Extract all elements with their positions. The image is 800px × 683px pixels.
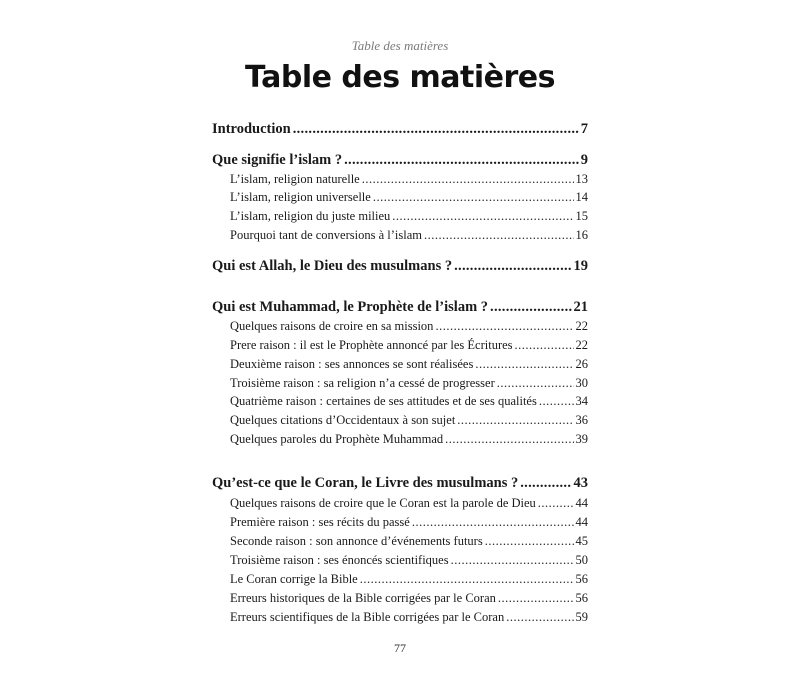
dot-leader [451, 553, 574, 568]
toc-entry-page: 14 [575, 190, 588, 204]
dot-leader [435, 319, 573, 334]
dot-leader [538, 496, 574, 511]
toc-entry-quatrieme-raison [230, 394, 588, 409]
dot-leader [392, 209, 573, 224]
toc-entry-label: Quelques raisons de croire en sa mission [230, 319, 434, 333]
toc-entry-label: Quelques raisons de croire que le Coran est la parole de Dieu [230, 496, 536, 510]
dot-leader [424, 228, 574, 243]
toc-entry-label: Quatrième raison : certaines de ses attitudes et de ses qualités [230, 394, 537, 408]
toc-entry-label: Troisième raison : sa religion n’a cessé de progresser [230, 376, 495, 390]
toc-entry-page: 36 [575, 413, 588, 427]
toc-entry-label: Deuxième raison : ses annonces se sont réalisées [230, 357, 474, 371]
dot-leader [293, 121, 579, 138]
toc-entry-erreurs-scientifiques [230, 610, 588, 625]
toc-entry-que-signifie-islam [212, 152, 588, 169]
toc-entry-religion-naturelle [230, 172, 588, 187]
toc-entry-label: Seconde raison : son annonce d’événements futurs [230, 534, 483, 548]
toc-entry-label: Qu’est-ce que le Coran, le Livre des musulmans ? [212, 475, 519, 491]
toc-entry-qui-est-allah [212, 258, 588, 275]
dot-leader [497, 376, 574, 391]
toc-entry-label: Qui est Muhammad, le Prophète de l’islam ? [212, 299, 489, 315]
toc-entry-page: 30 [575, 376, 588, 390]
toc-entry-label: Erreurs historiques de la Bible corrigées par le Coran [230, 591, 496, 605]
toc-entry-paroles-prophete [230, 432, 588, 447]
toc-entry-page: 34 [575, 394, 588, 408]
toc-entry-coran-corrige-bible [230, 572, 588, 587]
toc-entry-coran [212, 475, 588, 492]
dot-leader [454, 258, 571, 275]
toc-entry-page: 59 [575, 610, 588, 624]
toc-entry-page: 7 [580, 121, 588, 137]
dot-leader [475, 357, 573, 372]
toc-entry-juste-milieu [230, 209, 588, 224]
toc-entry-label: Le Coran corrige la Bible [230, 572, 358, 586]
dot-leader [412, 515, 574, 530]
toc-entry-page: 19 [573, 258, 588, 274]
toc-entry-recits-passe [230, 515, 588, 530]
toc-entry-page: 26 [575, 357, 588, 371]
dot-leader [520, 475, 571, 492]
dot-leader [445, 432, 573, 447]
dot-leader [490, 299, 571, 316]
running-head: Table des matières [351, 38, 449, 53]
toc-entry-label: Quelques paroles du Prophète Muhammad [230, 432, 444, 446]
toc-entry-page: 21 [573, 299, 588, 315]
toc-entry-religion-universelle [230, 190, 588, 205]
toc-entry-citations-occidentaux [230, 413, 588, 428]
toc-entry-page: 45 [575, 534, 588, 548]
toc-entry-deuxieme-raison [230, 357, 588, 372]
dot-leader [360, 572, 574, 587]
toc-entry-page: 13 [575, 172, 588, 186]
toc-entry-enonces-scientifiques [230, 553, 588, 568]
toc-entry-label: Quelques citations d’Occidentaux à son sujet [230, 413, 456, 427]
toc-entry-label: L’islam, religion du juste milieu [230, 209, 391, 223]
toc-entry-page: 50 [575, 553, 588, 567]
toc-entry-erreurs-historiques [230, 591, 588, 606]
dot-leader [373, 190, 574, 205]
toc-entry-label: L’islam, religion universelle [230, 190, 371, 204]
toc-entry-page: 16 [575, 228, 588, 242]
toc-entry-label: Introduction [212, 121, 291, 137]
toc-entry-evenements-futurs [230, 534, 588, 549]
dot-leader [506, 610, 573, 625]
dot-leader [498, 591, 574, 606]
page-title: Table des matières [245, 60, 555, 95]
toc-entry-label: Erreurs scientifiques de la Bible corrigées par le Coran [230, 610, 505, 624]
toc-entry-qui-est-muhammad [212, 299, 588, 316]
toc-entry-introduction [212, 121, 588, 138]
toc-entry-page: 22 [575, 319, 588, 333]
toc-entry-page: 56 [575, 591, 588, 605]
dot-leader [515, 338, 574, 353]
dot-leader [485, 534, 574, 549]
toc-entry-raisons-mission [230, 319, 588, 334]
dot-leader [539, 394, 574, 409]
page-number: 77 [394, 641, 406, 655]
toc-entry-label: Première raison : ses récits du passé [230, 515, 410, 529]
toc-entry-label: Qui est Allah, le Dieu des musulmans ? [212, 258, 453, 274]
toc-entry-page: 43 [573, 475, 588, 491]
toc-entry-label: Prere raison : il est le Prophète annoncé par les Écritures [230, 338, 513, 352]
toc-entry-label: L’islam, religion naturelle [230, 172, 360, 186]
dot-leader [457, 413, 573, 428]
toc-entry-label: Troisième raison : ses énoncés scientifiques [230, 553, 449, 567]
toc-entry-raisons-coran [230, 496, 588, 511]
toc-entry-prere-raison [230, 338, 588, 353]
dot-leader [362, 172, 574, 187]
toc-entry-troisieme-raison [230, 376, 588, 391]
toc-entry-page: 9 [580, 152, 588, 168]
toc-entry-page: 44 [575, 515, 588, 529]
toc-entry-page: 56 [575, 572, 588, 586]
toc-entry-conversions [230, 228, 588, 243]
toc-entry-label: Que signifie l’islam ? [212, 152, 343, 168]
toc-entry-page: 15 [575, 209, 588, 223]
dot-leader [344, 152, 579, 169]
toc-entry-label: Pourquoi tant de conversions à l’islam [230, 228, 422, 242]
toc-entry-page: 39 [575, 432, 588, 446]
toc-entry-page: 22 [575, 338, 588, 352]
toc-entry-page: 44 [575, 496, 588, 510]
